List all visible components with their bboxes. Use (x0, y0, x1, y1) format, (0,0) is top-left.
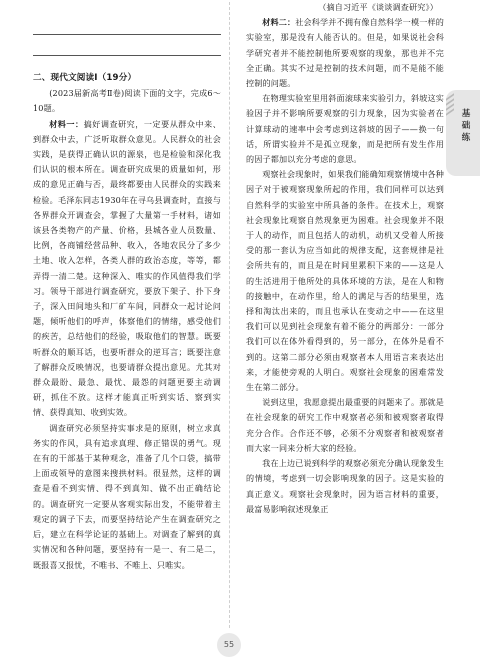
column-divider (229, 2, 230, 628)
material2-paragraph-2: 在物理实验室里用斜面滚球来实验引力，斜坡这实验因子并不影响所要观察的引力现象，因为实验者在计算球动的速率中会考虑到这斜坡的因子——换一句话，所谓实验并不是孤立现象，而是把所有发生作用的因子都加以充分考虑的意思。 (246, 93, 444, 165)
material2-paragraph-1: 材料二：社会科学并不拥有像自然科学一模一样的实验室，那是没有人能否认的。但是，如果说社会科学研究者并不能控制他所要观察的现象，那也并不完全正确。其实不过是控制的技术问题，而不是能不能控制的问题。 (246, 17, 444, 89)
question-intro: (2023届新高考Ⅱ卷)阅读下面的文字，完成6～10题。 (33, 88, 221, 114)
material1-paragraph-2: 调查研究必须坚持实事求是的原则，树立求真务实的作风，具有追求真理、修正错误的勇气。现在有的干部基于某种观念，准备了几个口袋，搞带上面或领导的意图来搜拱材料。很显然，这样的调查是看不到实情、得不到真知、做不出正确结论的。调查研究一定要从客观实际出发，不能带着主观定的调子下去，而要坚持结论产生在调查研究之后，建立在科学论证的基础上。对调查了解到的真实情况和各种问题，要坚持有一是一、有二是二，既报喜又报忧，不唯书、不唯上、只唯实。 (33, 422, 221, 570)
section-title: 二、现代文阅读Ⅰ（19分） (33, 73, 137, 83)
source-citation: （摘自习近平《谈谈调查研究》） (318, 2, 438, 12)
side-tab-label: 基础练 (461, 109, 471, 143)
material2-label: 材料二： (262, 17, 296, 28)
material1-label: 材料一： (49, 118, 84, 129)
right-column (246, 0, 444, 517)
material2-paragraph-5: 我在上边已说到科学的观察必须充分确认现象发生的情境，考虑到一切会影响现象的因子。这是实验的真正意义。观察社会现象时，因为语言材料的重要，最富易影响叙述现象正 (246, 458, 444, 514)
material1-paragraph-1: 材料一：搞好调查研究，一定要从群众中来、到群众中去，广泛听取群众意见。人民群众的社会实践，是获得正确认识的源泉，也是检验和深化我们认识的根本所在。调查研究成果的质量如何，形成的意见正确与否，最终都要由人民群众的实践来检验。毛泽东同志1930年在寻乌县调查时，直接与各界群众开调查会，掌握了大量第一手材料，诸如该县各类物产的产量、价格，县城各业人员数量、比例，各商铺经营品种、收入，各地农民分了多少土地、收入怎样，各类人群的政治态度，等等，都弄得一清二楚。这种深入、唯实的作风值得我们学习。领导干部进行调查研究，要放下架子、扑下身子，深入田间地头和厂矿车间，同群众一起讨论问题，倾听他们的呼声，体察他们的情绪，感受他们的疾苦，总结他们的经验，吸取他们的智慧。既要听群众的顺耳话，也要听群众的逆耳言；既要注意了解群众反映情况，也要请群众提出意见。尤其对群众最盼、最急、最忧、最怨的问题更要主动调研，抓住不放。这样才能真正听到实话、察到实情、获得真知、收到实效。 (33, 118, 221, 418)
side-tab (446, 90, 480, 176)
left-column (33, 0, 221, 573)
page-number: 55 (217, 633, 241, 657)
material2-paragraph-3: 观察社会现象时，如果我们能确知观察情境中各种因子对于被观察现象所起的作用，我们同样可以达到自然科学的实验室中所具备的条件。在技术上，观察社会现象比观察自然现象更为困难。社会现象并不限于人的动作，而且包括人的动机，动机又受着人所接受的那一套认为应当如此的规律支配，这套规律是社会所共有的，而且是在时间里累积下来的——这是人的生活进用于他所处的具体环境的方法，是在人和物的接触中，在动作里，给人的满足与否的结果里，选择和淘汰出来的，而且也承认在变动之中——在这里我们可以见到社会现象有着不能分的两部分：一部分我们可以在体外看得到的，另一部分，在体外是看不到的。这第二部分必须由观察者本人用语言来表达出来，才能使旁观的人明白。观察社会现象的困难常发生在第二部分。 (246, 169, 444, 393)
material2-paragraph-4: 说到这里，我愿意提出最重要的问题来了。那就是在社会现象的研究工作中观察者必须和被观察者取得充分合作。合作还不够，必须不分观察者和被观察者而大家一同来分析大家的经验。 (246, 397, 444, 453)
